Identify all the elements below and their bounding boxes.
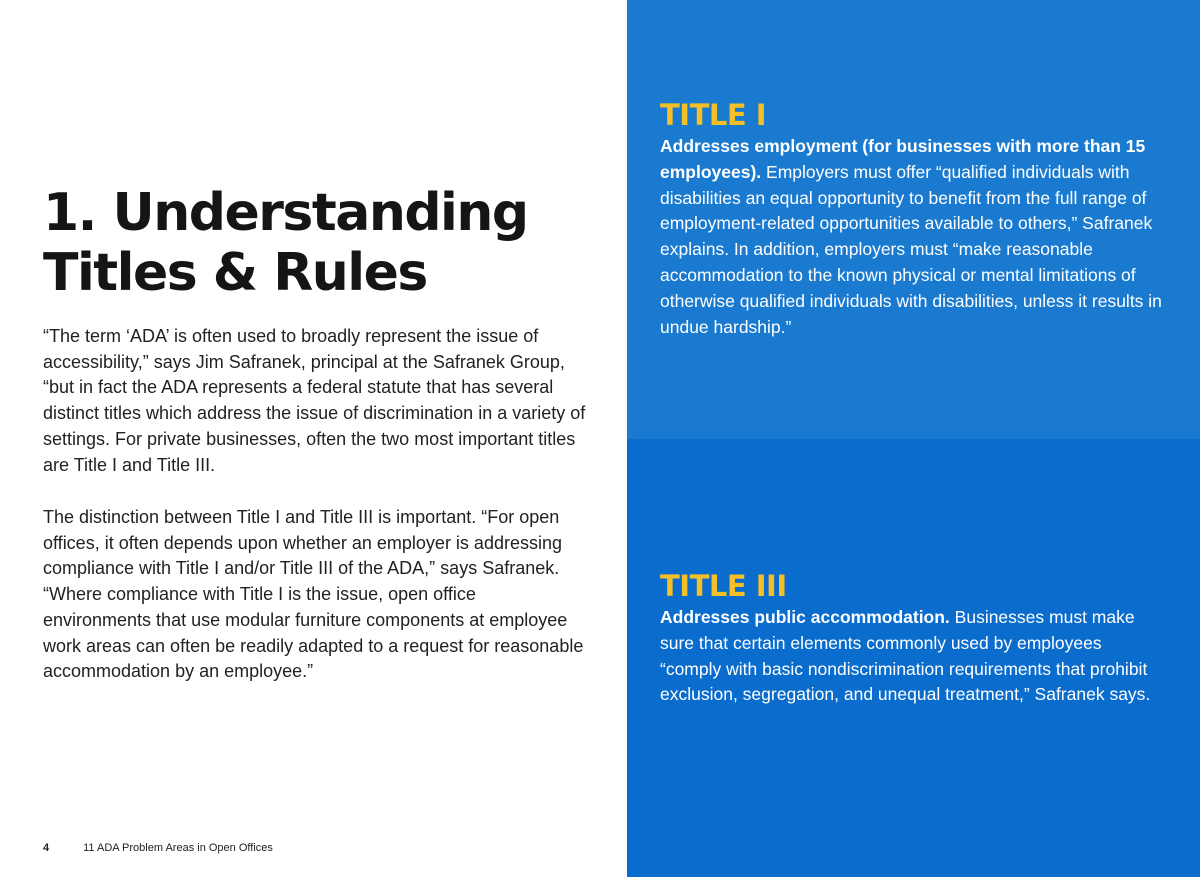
distinction-paragraph: The distinction between Title I and Title III is important. “For open offices, it often depends upon whether an employer is addressing compliance with Title I and/or Title III of the ADA,” says Safranek. “Where compliance with Title I is the issue, open office environments that use modular furniture components at employee work areas can often be readily adapted to a request for reasonable accommodation by an employee.” <box>43 507 584 682</box>
title-iii-lead: Addresses public accommodation. <box>660 607 950 627</box>
title-iii-text: Businesses must make sure that certain elements commonly used by employees “comply with basic nondiscrimination requirements that prohibit exclusion, segregation, and unequal treatment,” Safranek says. <box>660 607 1151 705</box>
title-i-body <box>660 134 1165 340</box>
title-i-text: Employers must offer “qualified individuals with disabilities an equal opportunity to benefit from the full range of employment-related opportunities available to others,” Safranek explains. In addition, employers must “make reasonable accommodation to the known physical or mental limitations of otherwise qualified individuals with disabilities, unless it results in undue hardship.” <box>660 161 1162 337</box>
title-i-heading: TITLE I <box>660 98 767 132</box>
title-iii-heading: TITLE III <box>660 569 787 603</box>
heading-line-2: Titles & Rules <box>43 243 427 303</box>
title-iii-body <box>660 605 1165 708</box>
intro-paragraph: “The term ‘ADA’ is often used to broadly represent the issue of accessibility,” says Jim Safranek, principal at the Safranek Group, “but in fact the ADA represents a federal statute that has several distinct titles which address the issue of discrimination in a variety of settings. For private businesses, often the two most important titles are Title I and Title III. <box>43 326 586 475</box>
publication-title: 11 ADA Problem Areas in Open Offices <box>83 842 273 854</box>
page-footer <box>43 842 273 854</box>
heading-line-1: 1. Understanding <box>43 183 528 243</box>
title-i-lead: Addresses employment (for businesses with more than 15 employees). <box>660 136 1146 182</box>
page-heading <box>43 183 528 303</box>
page-number: 4 <box>43 842 50 854</box>
